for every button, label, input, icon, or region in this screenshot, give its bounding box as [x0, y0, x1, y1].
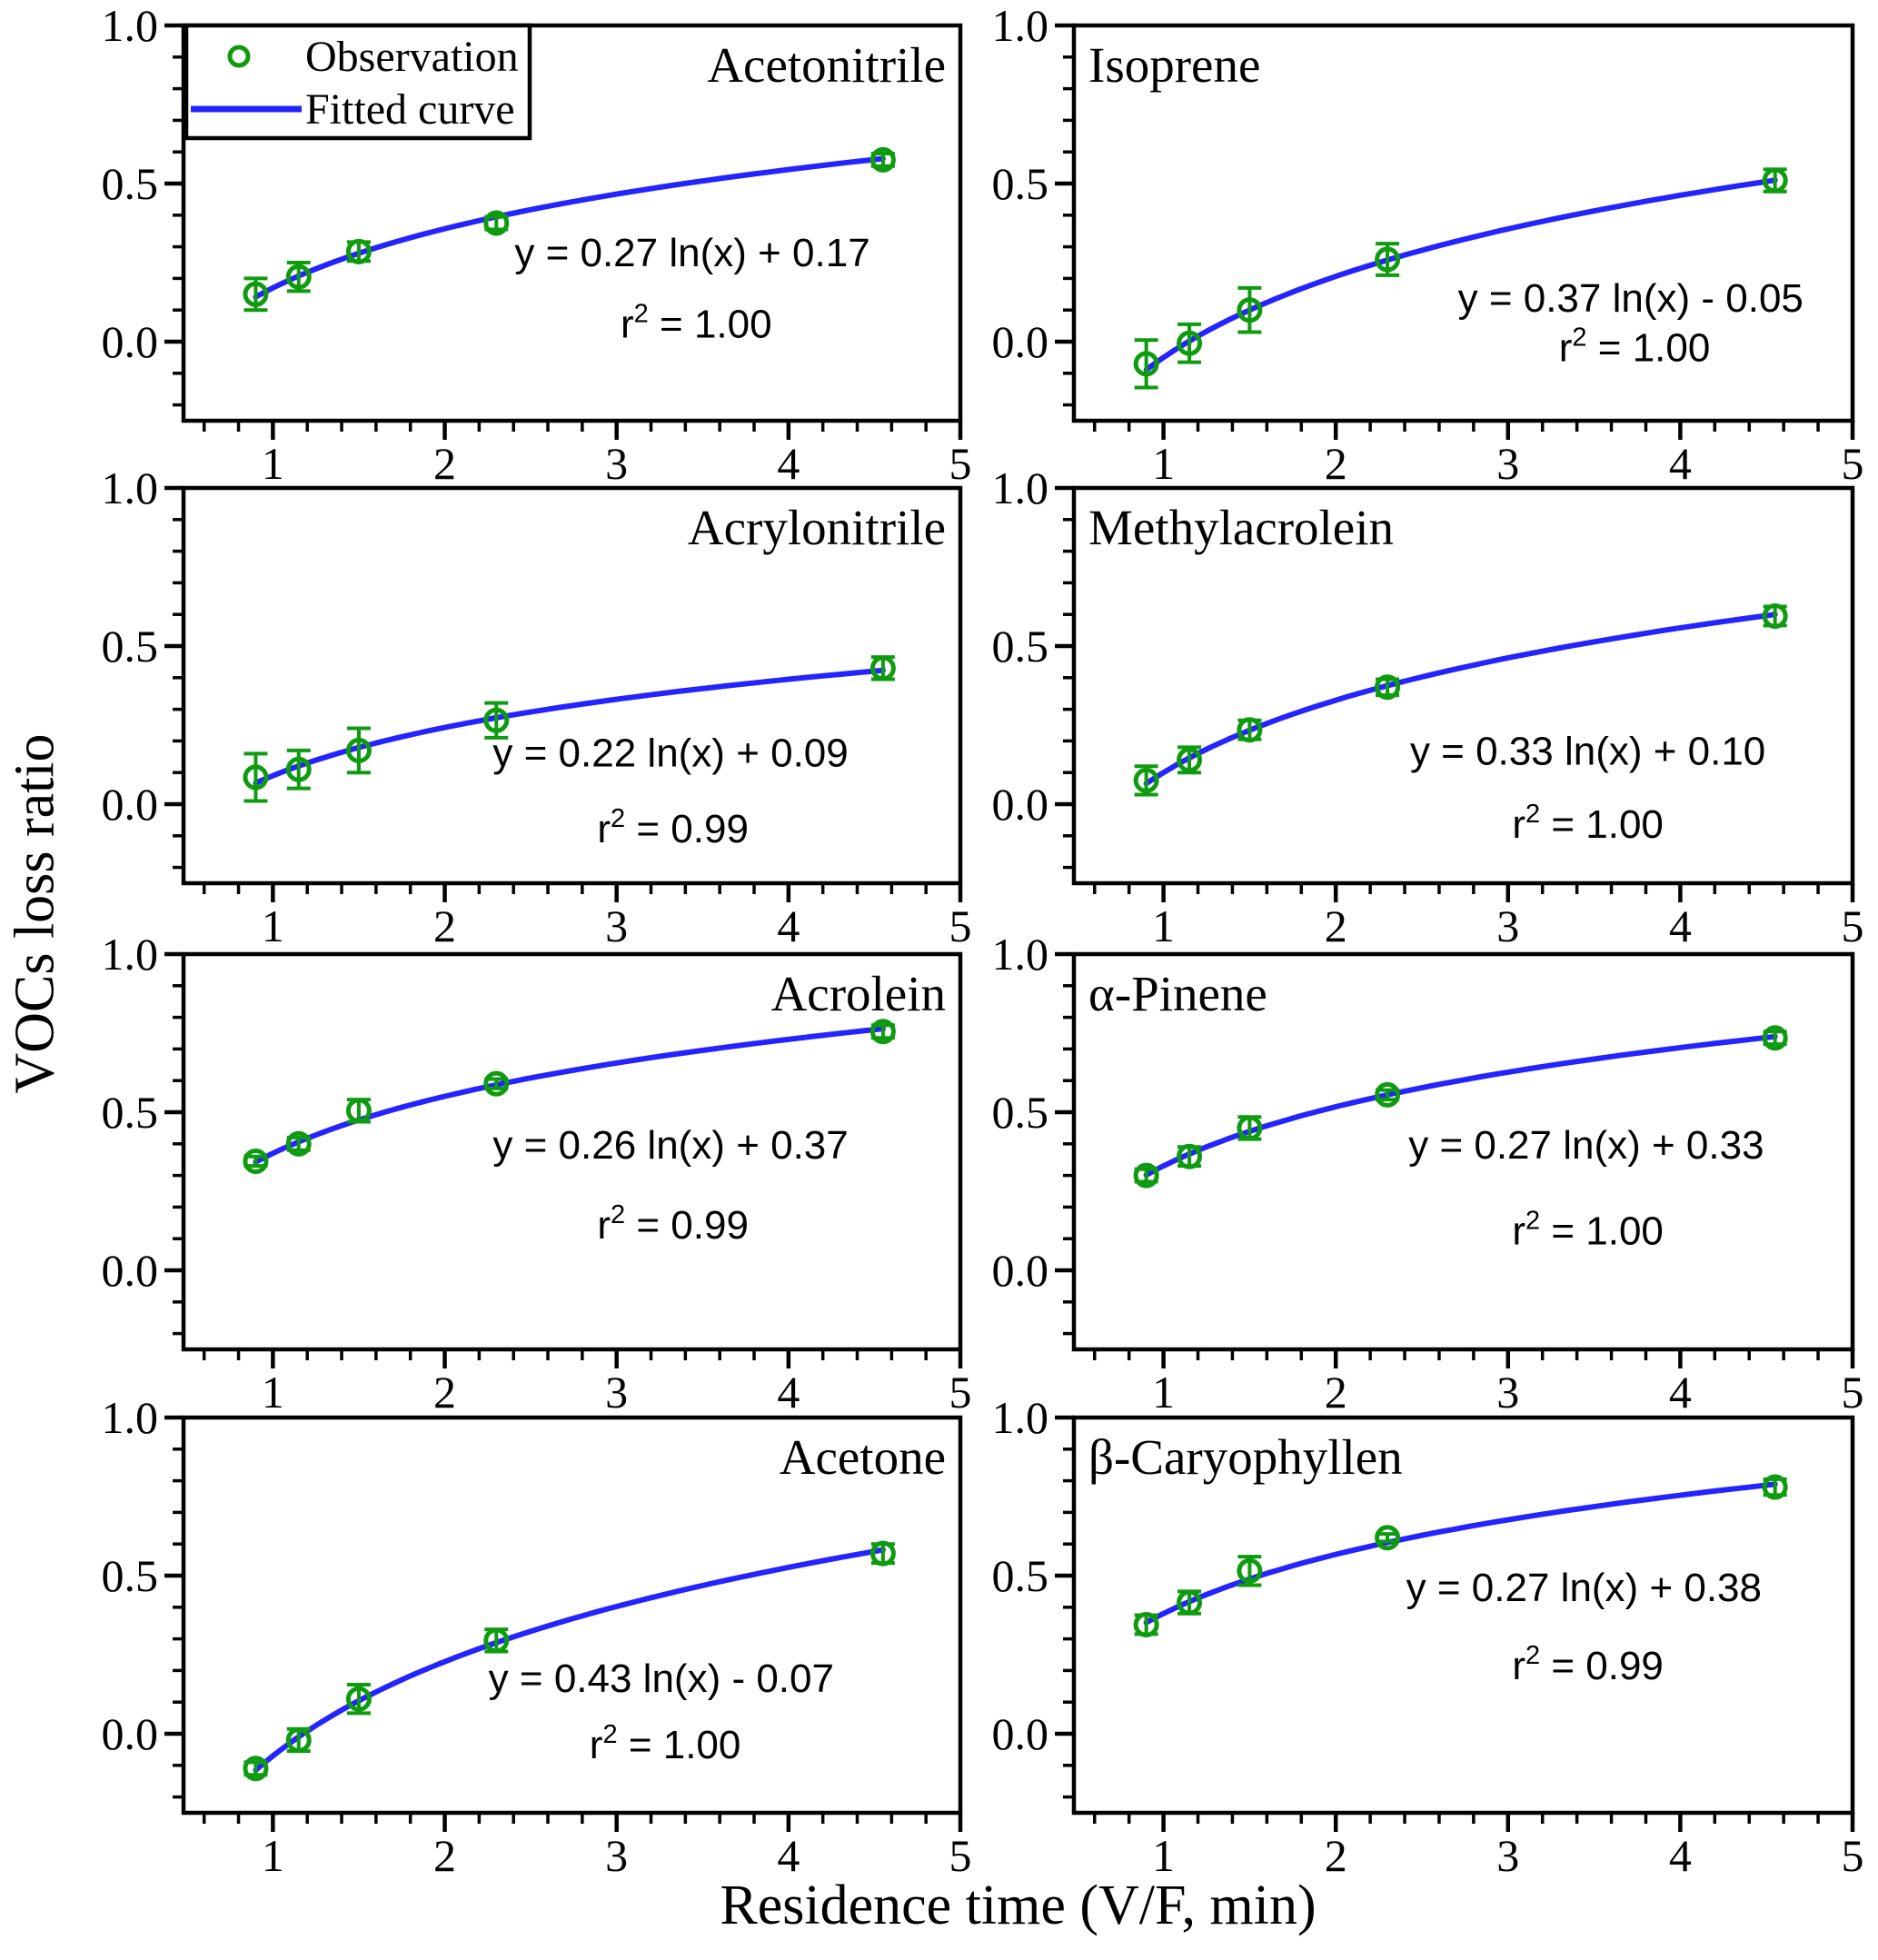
x-tick-label: 4 [1668, 900, 1692, 951]
x-tick-label: 4 [1668, 438, 1692, 489]
x-tick-label: 5 [1841, 438, 1864, 489]
x-tick-label: 3 [605, 1367, 629, 1418]
x-tick-label: 1 [261, 1830, 284, 1881]
x-tick-label: 4 [1668, 1830, 1692, 1881]
x-tick-label: 2 [433, 438, 457, 489]
r-squared-label: $r^2 = 1.00$ [1558, 323, 1711, 371]
y-tick-label: 0.5 [101, 621, 158, 672]
x-tick-label: 1 [261, 1367, 284, 1418]
panel-β-Caryophyllen [992, 1392, 1864, 1881]
x-tick-label: 5 [949, 900, 972, 951]
panel-α-Pinene [992, 929, 1864, 1418]
r-squared-label: $r^2 = 1.00$ [1512, 1206, 1664, 1254]
x-tick-label: 5 [1841, 900, 1864, 951]
x-tick-label: 3 [1496, 1367, 1520, 1418]
y-tick-label: 0.0 [991, 316, 1048, 367]
y-axis-title: VOCs loss ratio [4, 732, 66, 1094]
y-tick-label: 0.0 [991, 779, 1048, 830]
x-tick-label: 4 [777, 900, 800, 951]
r-squared-label: $r^2 = 1.00$ [621, 299, 772, 347]
y-tick-label: 0.5 [991, 1087, 1048, 1138]
x-tick-label: 2 [1324, 438, 1347, 489]
equation-label: y = 0.27 ln(x) + 0.17 [514, 231, 870, 276]
x-tick-label: 5 [949, 1367, 972, 1418]
fitted-curve [255, 159, 883, 297]
y-tick-label: 0.0 [991, 1245, 1048, 1296]
panel-title: Acrylonitrile [687, 500, 946, 555]
equation-label: y = 0.33 ln(x) + 0.10 [1409, 729, 1766, 774]
panel-Acrolein [102, 929, 972, 1418]
equation-label: y = 0.27 ln(x) + 0.38 [1406, 1566, 1763, 1611]
legend [186, 25, 530, 138]
x-tick-label: 3 [1496, 438, 1520, 489]
y-tick-label: 1.0 [101, 1392, 158, 1443]
x-tick-label: 3 [1496, 900, 1520, 951]
panel-title: Isoprene [1088, 37, 1261, 93]
r-squared-label: $r^2 = 0.99$ [597, 803, 749, 851]
y-tick-label: 0.5 [101, 1087, 158, 1138]
y-tick-label: 1.0 [991, 0, 1048, 51]
y-tick-label: 0.0 [101, 779, 158, 830]
equation-label: y = 0.26 ln(x) + 0.37 [492, 1123, 849, 1169]
x-tick-label: 2 [1324, 1830, 1347, 1881]
y-tick-label: 1.0 [101, 0, 158, 51]
legend-fitted-label: Fitted curve [305, 85, 515, 134]
panel-title: β-Caryophyllen [1088, 1429, 1403, 1485]
equation-label: y = 0.22 ln(x) + 0.09 [492, 731, 849, 776]
x-tick-label: 1 [1152, 1367, 1176, 1418]
x-tick-label: 3 [605, 900, 629, 951]
x-tick-label: 2 [433, 1367, 457, 1418]
y-tick-label: 1.0 [101, 463, 158, 513]
y-tick-label: 0.5 [101, 1550, 158, 1601]
y-tick-label: 1.0 [991, 1392, 1048, 1443]
x-tick-label: 2 [433, 900, 457, 951]
x-tick-label: 3 [605, 1830, 629, 1881]
panel-Acetone [102, 1392, 972, 1881]
panel-Methylacrolein [992, 463, 1864, 951]
y-tick-label: 1.0 [991, 929, 1048, 980]
y-tick-label: 0.5 [991, 621, 1048, 672]
x-tick-label: 5 [1841, 1367, 1864, 1418]
r-squared-label: $r^2 = 0.99$ [597, 1199, 749, 1248]
panel-title: Methylacrolein [1088, 500, 1394, 555]
x-tick-label: 4 [777, 438, 800, 489]
x-tick-label: 4 [777, 1830, 800, 1881]
x-axis-title: Residence time (V/F, min) [720, 1875, 1317, 1936]
x-tick-label: 1 [1152, 900, 1176, 951]
legend-observation-label: Observation [305, 33, 519, 81]
panel-title: Acrolein [770, 966, 946, 1021]
y-tick-label: 1.0 [991, 463, 1048, 513]
x-tick-label: 5 [949, 1830, 972, 1881]
y-tick-label: 0.0 [101, 1245, 158, 1296]
panel-Acetonitrile [102, 0, 972, 489]
x-tick-label: 5 [1841, 1830, 1864, 1881]
panel-Isoprene [992, 0, 1864, 489]
y-tick-label: 0.0 [991, 1708, 1048, 1759]
y-tick-label: 0.0 [101, 316, 158, 367]
x-tick-label: 4 [777, 1367, 800, 1418]
panel-title: α-Pinene [1088, 966, 1267, 1021]
panel-title: Acetonitrile [707, 37, 946, 93]
equation-label: y = 0.37 ln(x) - 0.05 [1457, 276, 1803, 322]
y-tick-label: 1.0 [101, 929, 158, 980]
equation-label: y = 0.43 ln(x) - 0.07 [488, 1657, 834, 1702]
panel-Acrylonitrile [102, 463, 972, 951]
x-tick-label: 1 [261, 438, 284, 489]
x-tick-label: 1 [261, 900, 284, 951]
x-tick-label: 1 [1152, 438, 1176, 489]
r-squared-label: $r^2 = 1.00$ [589, 1720, 741, 1768]
y-tick-label: 0.5 [991, 1550, 1048, 1601]
x-tick-label: 2 [1324, 900, 1347, 951]
x-tick-label: 2 [433, 1830, 457, 1881]
equation-label: y = 0.27 ln(x) + 0.33 [1408, 1123, 1764, 1169]
x-tick-label: 2 [1324, 1367, 1347, 1418]
y-axis-title-wrap [0, 0, 71, 1826]
r-squared-label: $r^2 = 1.00$ [1512, 799, 1664, 847]
r-squared-label: $r^2 = 0.99$ [1512, 1641, 1664, 1689]
x-tick-label: 1 [1152, 1830, 1176, 1881]
x-tick-label: 5 [949, 438, 972, 489]
x-tick-label: 4 [1668, 1367, 1692, 1418]
y-tick-label: 0.0 [101, 1708, 158, 1759]
y-tick-label: 0.5 [991, 158, 1048, 209]
y-tick-label: 0.5 [101, 158, 158, 209]
panel-title: Acetone [779, 1429, 946, 1485]
x-tick-label: 3 [1496, 1830, 1520, 1881]
x-tick-label: 3 [605, 438, 629, 489]
